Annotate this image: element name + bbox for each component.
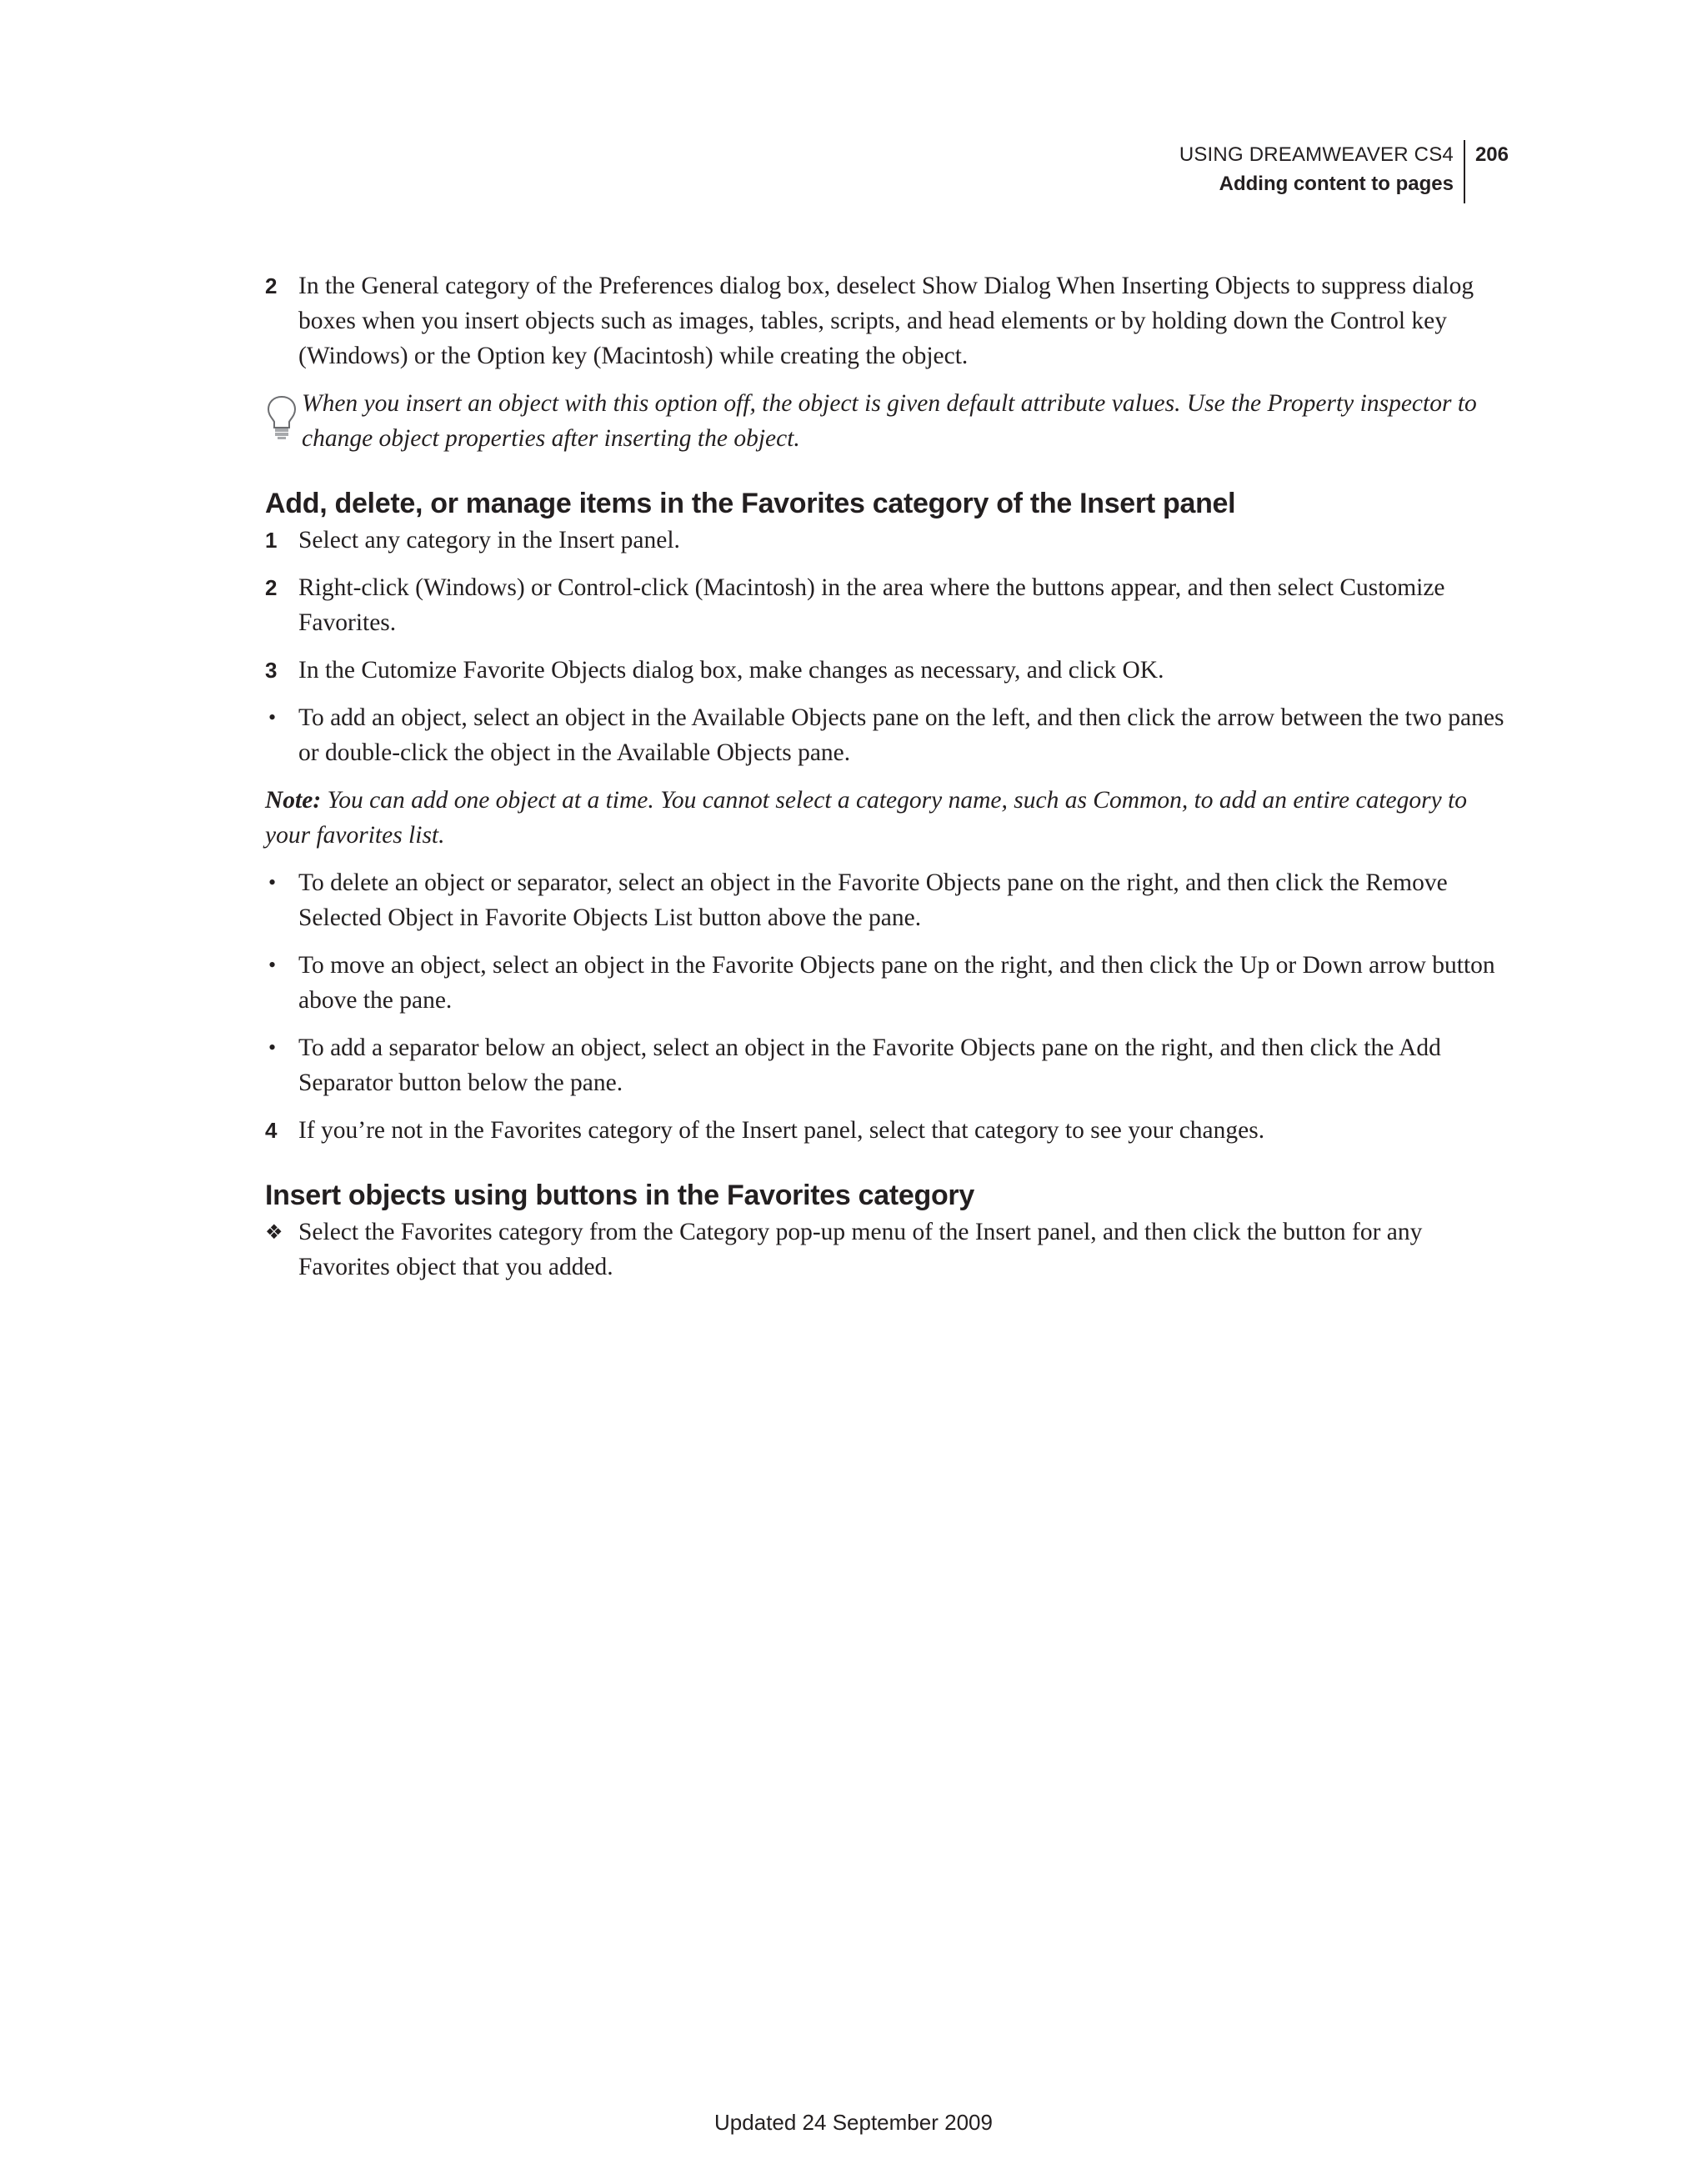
- lightbulb-icon: [265, 394, 298, 441]
- step-text: Select any category in the Insert panel.: [298, 527, 680, 554]
- section-heading-manage-favorites: Add, delete, or manage items in the Favorites category of the Insert panel: [265, 488, 1236, 519]
- action-item: [265, 1215, 1507, 1285]
- step-text: In the General category of the Preferences dialog box, deselect Show Dialog When Inserting Objects to suppress dialog boxes when you insert objects such as images, tables, scripts, and head elements or by holding down the Control key (Windows) or the Option key (Macintosh) while creating the object.: [298, 273, 1474, 369]
- section-heading-insert-objects: Insert objects using buttons in the Favorites category: [265, 1180, 974, 1211]
- book-title: USING DREAMWEAVER CS4: [1179, 143, 1454, 166]
- note-block: [265, 783, 1507, 853]
- bullet-text: To move an object, select an object in the Favorite Objects pane on the right, and then click the Up or Down arrow button above the pane.: [298, 952, 1495, 1014]
- chapter-title: Adding content to pages: [1219, 173, 1454, 195]
- tip-text: When you insert an object with this option off, the object is given default attribute values. Use the Property inspector to change object properties after inserting the object.: [302, 390, 1477, 452]
- step-item: [265, 653, 1507, 688]
- page-footer: Updated 24 September 2009: [714, 2110, 993, 2135]
- step-item: [265, 570, 1507, 640]
- step-item: [265, 1113, 1507, 1148]
- step-item: [265, 523, 1507, 558]
- page-content: [265, 268, 1507, 1297]
- bullet-icon: •: [268, 870, 277, 894]
- step-number: 2: [265, 273, 278, 298]
- bullet-text: To add a separator below an object, select an object in the Favorite Objects pane on the right, and then click the Add Separator button below the pane.: [298, 1034, 1441, 1096]
- bullet-icon: •: [268, 953, 277, 977]
- header-titles: [1179, 140, 1465, 203]
- diamond-bullet-icon: ❖: [265, 1220, 283, 1244]
- step-text: If you’re not in the Favorites category of the Insert panel, select that category to see your changes.: [298, 1117, 1265, 1144]
- note-label: Note:: [265, 787, 322, 814]
- page-header: [1179, 140, 1509, 203]
- step-number: 2: [265, 575, 278, 600]
- step-text: In the Cutomize Favorite Objects dialog box, make changes as necessary, and click OK.: [298, 657, 1164, 684]
- note-text: You can add one object at a time. You cannot select a category name, such as Common, to add an entire category to your favorites list.: [265, 787, 1468, 849]
- bullet-text: To add an object, select an object in the Available Objects pane on the left, and then click the arrow between the two panes or double-click the object in the Available Objects pane.: [298, 704, 1504, 766]
- bullet-item: [265, 1030, 1507, 1100]
- bullet-item: [265, 700, 1507, 770]
- action-text: Select the Favorites category from the Category pop-up menu of the Insert panel, and then click the button for any Favorites object that you added.: [298, 1219, 1423, 1280]
- bullet-item: [265, 948, 1507, 1018]
- tip-block: [265, 386, 1507, 456]
- step-number: 3: [265, 658, 278, 683]
- step-text: Right-click (Windows) or Control-click (Macintosh) in the area where the buttons appear, and then select Customize Favorites.: [298, 574, 1445, 636]
- page-number: 206: [1474, 143, 1509, 166]
- bullet-icon: •: [268, 1035, 277, 1059]
- step-number: 1: [265, 528, 278, 553]
- bullet-icon: •: [268, 705, 277, 729]
- bullet-item: [265, 865, 1507, 935]
- bullet-text: To delete an object or separator, select an object in the Favorite Objects pane on the right, and then click the Remove Selected Object in Favorite Objects List button above the pane.: [298, 869, 1448, 931]
- step-number: 4: [265, 1118, 278, 1143]
- step-item: [265, 268, 1507, 373]
